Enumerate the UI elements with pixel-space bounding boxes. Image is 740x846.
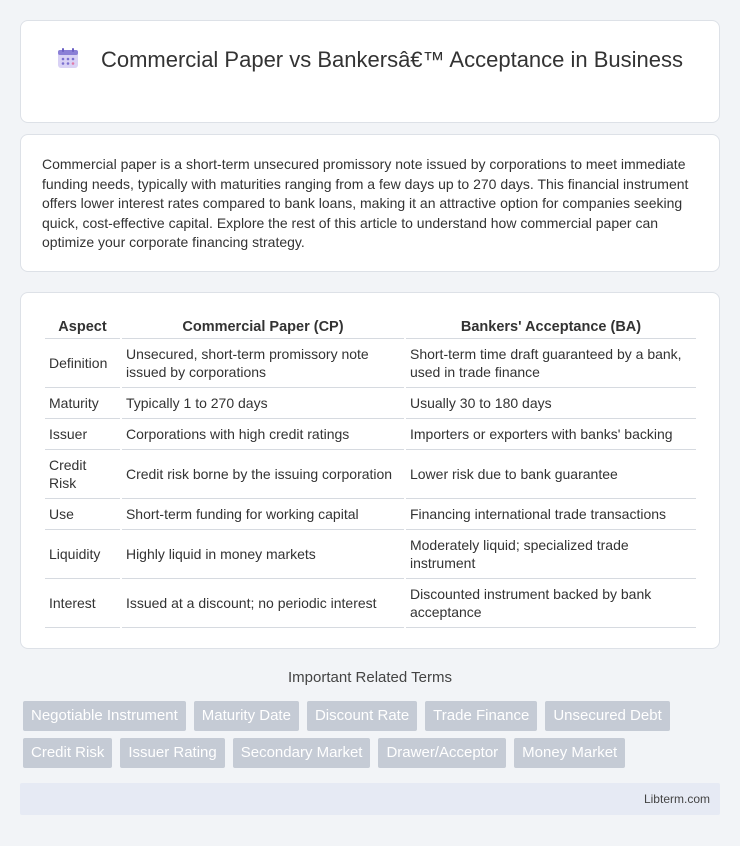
related-terms-title: Important Related Terms — [288, 669, 452, 686]
row-ba: Usually 30 to 180 days — [406, 388, 696, 419]
header-aspect: Aspect — [45, 315, 120, 339]
header-cp: Commercial Paper (CP) — [122, 315, 404, 339]
row-cp: Highly liquid in money markets — [122, 530, 404, 579]
title-card — [20, 20, 720, 123]
row-cp: Typically 1 to 270 days — [122, 388, 404, 419]
row-ba: Financing international trade transactions — [406, 499, 696, 530]
row-cp: Credit risk borne by the issuing corporation — [122, 450, 404, 499]
table-row — [45, 388, 696, 419]
row-cp: Corporations with high credit ratings — [122, 419, 404, 450]
row-ba: Discounted instrument backed by bank acceptance — [406, 579, 696, 628]
table-row — [45, 339, 696, 388]
intro-card — [20, 134, 720, 272]
row-aspect: Liquidity — [45, 530, 120, 579]
tag-row-1 — [23, 701, 723, 731]
row-aspect: Interest — [45, 579, 120, 628]
tag-maturity-date[interactable]: Maturity Date — [194, 701, 299, 731]
table-row — [45, 579, 696, 628]
row-aspect: Maturity — [45, 388, 120, 419]
footer — [20, 783, 720, 815]
row-cp: Issued at a discount; no periodic interest — [122, 579, 404, 628]
related-terms — [23, 701, 723, 775]
tag-issuer-rating[interactable]: Issuer Rating — [120, 738, 224, 768]
comparison-table — [43, 315, 698, 628]
page-title-wrap — [21, 45, 719, 74]
row-aspect: Definition — [45, 339, 120, 388]
row-aspect: Use — [45, 499, 120, 530]
row-cp: Short-term funding for working capital — [122, 499, 404, 530]
tag-negotiable-instrument[interactable]: Negotiable Instrument — [23, 701, 186, 731]
calendar-icon — [57, 47, 79, 69]
table-row — [45, 419, 696, 450]
tag-credit-risk[interactable]: Credit Risk — [23, 738, 112, 768]
tag-unsecured-debt[interactable]: Unsecured Debt — [545, 701, 669, 731]
intro-paragraph: Commercial paper is a short-term unsecured promissory note issued by corporations to meet immediate funding needs, typically with maturities ranging from a few days up to 270 days. This financial instrument offers lower interest rates compared to bank loans, making it an attractive option for companies seeking quick, cost-effective capital. Explore the rest of this article to understand how commercial paper can optimize your corporate financing strategy. — [42, 156, 689, 251]
row-ba: Lower risk due to bank guarantee — [406, 450, 696, 499]
tag-money-market[interactable]: Money Market — [514, 738, 625, 768]
tag-secondary-market[interactable]: Secondary Market — [233, 738, 371, 768]
tag-row-2 — [23, 738, 723, 768]
page-title: Commercial Paper vs Bankersâ€™ Acceptance in Business — [100, 47, 684, 72]
footer-site-link[interactable]: Libterm.com — [643, 792, 710, 806]
table-row — [45, 499, 696, 530]
table-row — [45, 530, 696, 579]
table-header-row — [45, 315, 696, 339]
row-aspect: Credit Risk — [45, 450, 120, 499]
row-ba: Moderately liquid; specialized trade instrument — [406, 530, 696, 579]
tag-drawer-acceptor[interactable]: Drawer/Acceptor — [378, 738, 506, 768]
header-ba: Bankers' Acceptance (BA) — [406, 315, 696, 339]
comparison-card — [20, 292, 720, 649]
row-aspect: Issuer — [45, 419, 120, 450]
row-ba: Importers or exporters with banks' backing — [406, 419, 696, 450]
row-cp: Unsecured, short-term promissory note issued by corporations — [122, 339, 404, 388]
tag-discount-rate[interactable]: Discount Rate — [307, 701, 417, 731]
row-ba: Short-term time draft guaranteed by a bank, used in trade finance — [406, 339, 696, 388]
tag-trade-finance[interactable]: Trade Finance — [425, 701, 537, 731]
table-row — [45, 450, 696, 499]
